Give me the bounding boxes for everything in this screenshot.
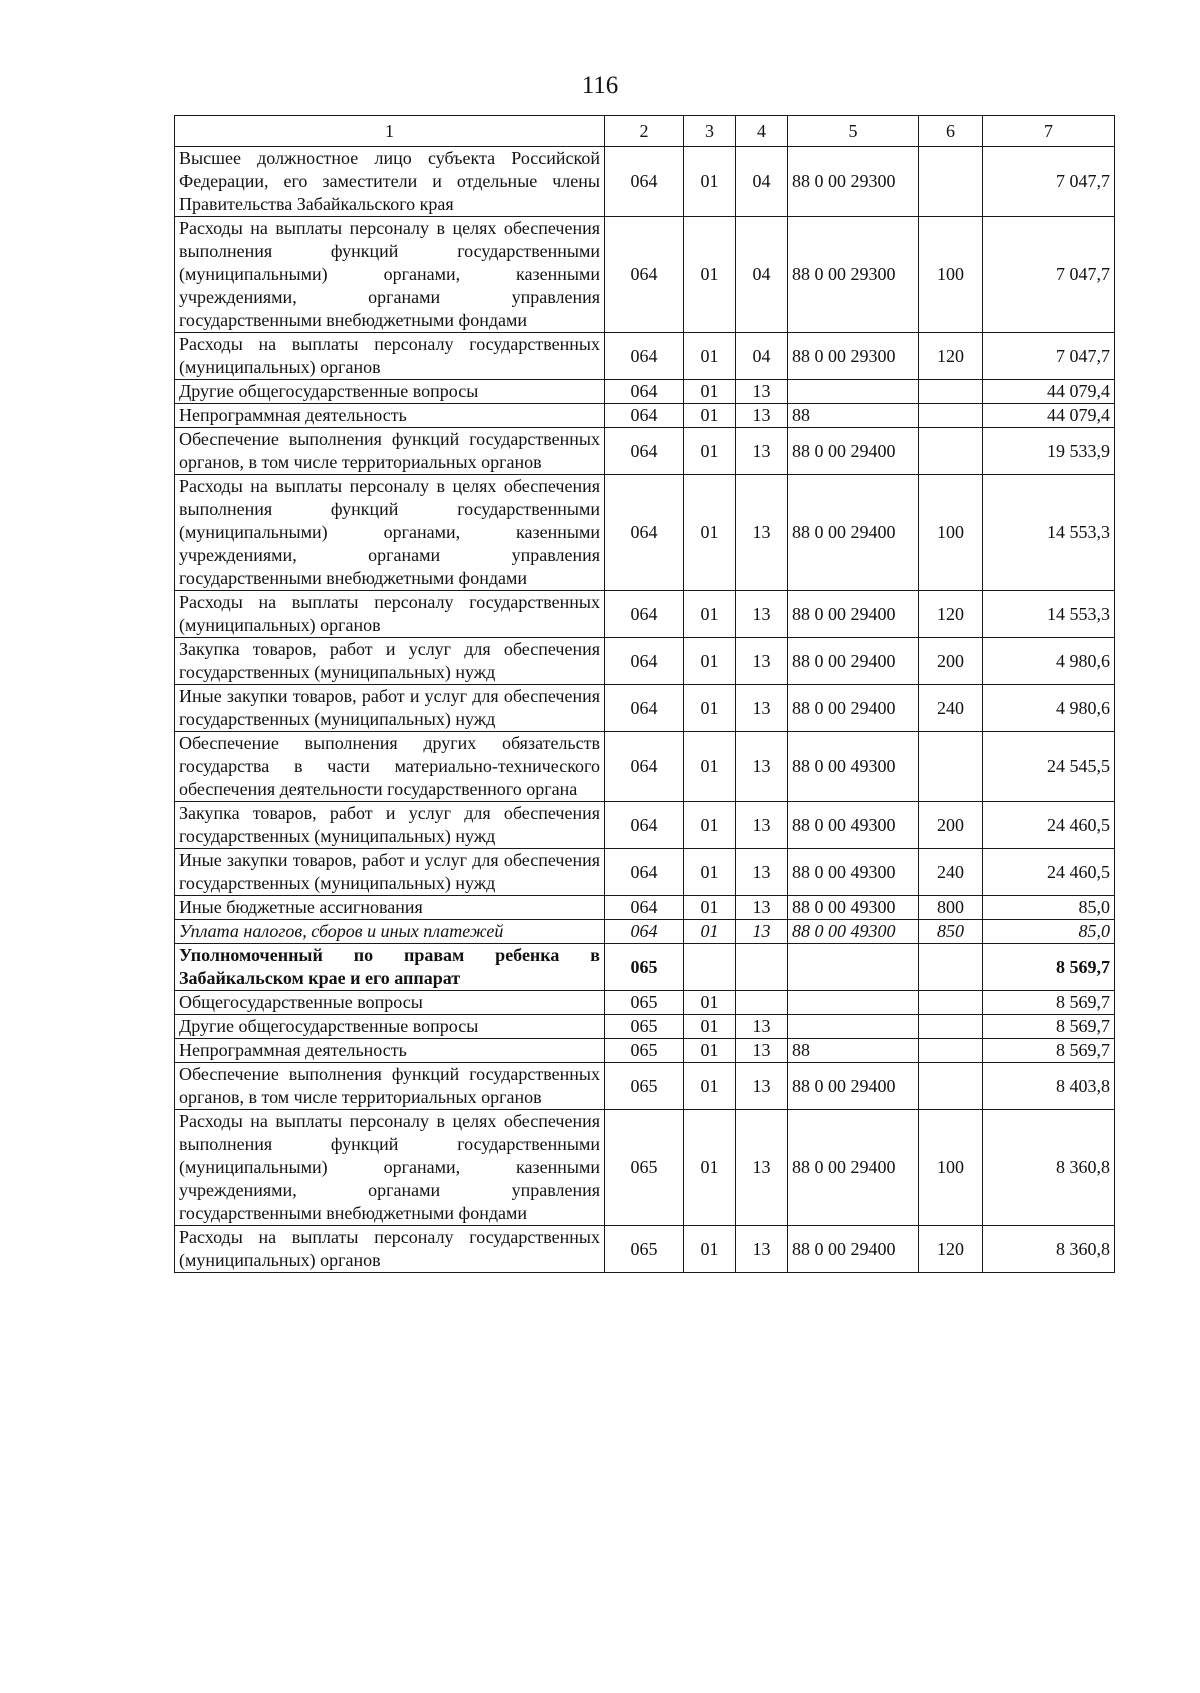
section-code-cell: 01	[684, 333, 736, 380]
table-row	[175, 849, 1115, 896]
subsection-code-cell: 13	[736, 1063, 788, 1110]
target-code-cell: 88 0 00 29400	[788, 591, 919, 638]
section-code-cell: 01	[684, 685, 736, 732]
expense-type-cell: 850	[919, 920, 983, 944]
subsection-code-cell: 13	[736, 896, 788, 920]
admin-code-cell: 065	[605, 1226, 684, 1273]
section-code-cell: 01	[684, 732, 736, 802]
row-name-cell: Другие общегосударственные вопросы	[175, 1015, 605, 1039]
admin-code-cell: 064	[605, 333, 684, 380]
table-row	[175, 685, 1115, 732]
row-name-cell: Закупка товаров, работ и услуг для обеспечения государственных (муниципальных) нужд	[175, 638, 605, 685]
table-row	[175, 802, 1115, 849]
section-code-cell: 01	[684, 920, 736, 944]
admin-code-cell: 064	[605, 802, 684, 849]
target-code-cell	[788, 1015, 919, 1039]
expense-type-cell	[919, 380, 983, 404]
target-code-cell: 88	[788, 404, 919, 428]
section-code-cell: 01	[684, 1015, 736, 1039]
amount-cell: 19 533,9	[983, 428, 1115, 475]
section-code-cell: 01	[684, 147, 736, 217]
page-number: 116	[581, 72, 619, 99]
row-name-cell: Уплата налогов, сборов и иных платежей	[175, 920, 605, 944]
row-name-cell: Общегосударственные вопросы	[175, 991, 605, 1015]
expense-type-cell: 240	[919, 685, 983, 732]
admin-code-cell: 065	[605, 1063, 684, 1110]
column-header: 3	[684, 116, 736, 147]
target-code-cell: 88 0 00 29300	[788, 333, 919, 380]
amount-cell: 44 079,4	[983, 380, 1115, 404]
amount-cell: 14 553,3	[983, 591, 1115, 638]
subsection-code-cell: 13	[736, 920, 788, 944]
expense-type-cell: 100	[919, 217, 983, 333]
expense-type-cell: 200	[919, 802, 983, 849]
table-row	[175, 638, 1115, 685]
table-row	[175, 1110, 1115, 1226]
expense-type-cell	[919, 147, 983, 217]
column-header: 2	[605, 116, 684, 147]
subsection-code-cell: 13	[736, 1015, 788, 1039]
subsection-code-cell: 13	[736, 1039, 788, 1063]
admin-code-cell: 064	[605, 849, 684, 896]
table-row	[175, 991, 1115, 1015]
expense-type-cell: 800	[919, 896, 983, 920]
section-code-cell: 01	[684, 1226, 736, 1273]
target-code-cell: 88 0 00 29400	[788, 1226, 919, 1273]
admin-code-cell: 065	[605, 1039, 684, 1063]
table-row	[175, 896, 1115, 920]
column-header: 4	[736, 116, 788, 147]
section-code-cell: 01	[684, 1063, 736, 1110]
table-row	[175, 920, 1115, 944]
table-row	[175, 217, 1115, 333]
target-code-cell	[788, 991, 919, 1015]
table-row	[175, 732, 1115, 802]
expense-type-cell	[919, 1039, 983, 1063]
subsection-code-cell	[736, 991, 788, 1015]
table-row	[175, 475, 1115, 591]
row-name-cell: Непрограммная деятельность	[175, 404, 605, 428]
row-name-cell: Иные закупки товаров, работ и услуг для обеспечения государственных (муниципальных) нужд	[175, 849, 605, 896]
table-row	[175, 1015, 1115, 1039]
expense-type-cell: 240	[919, 849, 983, 896]
admin-code-cell: 064	[605, 920, 684, 944]
amount-cell: 8 569,7	[983, 944, 1115, 991]
section-code-cell: 01	[684, 1110, 736, 1226]
section-code-cell: 01	[684, 380, 736, 404]
admin-code-cell: 064	[605, 591, 684, 638]
row-name-cell: Иные закупки товаров, работ и услуг для обеспечения государственных (муниципальных) нужд	[175, 685, 605, 732]
section-code-cell: 01	[684, 849, 736, 896]
column-header: 7	[983, 116, 1115, 147]
admin-code-cell: 064	[605, 732, 684, 802]
table-row	[175, 428, 1115, 475]
expense-type-cell: 100	[919, 1110, 983, 1226]
amount-cell: 44 079,4	[983, 404, 1115, 428]
column-header: 5	[788, 116, 919, 147]
expense-type-cell	[919, 404, 983, 428]
table-row	[175, 1039, 1115, 1063]
admin-code-cell: 064	[605, 428, 684, 475]
subsection-code-cell: 13	[736, 638, 788, 685]
admin-code-cell: 064	[605, 404, 684, 428]
admin-code-cell: 064	[605, 147, 684, 217]
expense-type-cell	[919, 991, 983, 1015]
expense-type-cell	[919, 1015, 983, 1039]
subsection-code-cell: 13	[736, 591, 788, 638]
amount-cell: 8 569,7	[983, 991, 1115, 1015]
subsection-code-cell: 13	[736, 404, 788, 428]
amount-cell: 85,0	[983, 920, 1115, 944]
row-name-cell: Обеспечение выполнения функций государственных органов, в том числе территориальных органов	[175, 428, 605, 475]
table-row	[175, 147, 1115, 217]
subsection-code-cell: 04	[736, 147, 788, 217]
row-name-cell: Обеспечение выполнения других обязательств государства в части материально-технического обеспечения деятельности государственного органа	[175, 732, 605, 802]
admin-code-cell: 064	[605, 380, 684, 404]
amount-cell: 24 460,5	[983, 849, 1115, 896]
target-code-cell: 88 0 00 49300	[788, 802, 919, 849]
amount-cell: 7 047,7	[983, 217, 1115, 333]
row-name-cell: Расходы на выплаты персоналу в целях обеспечения выполнения функций государственными (муниципальными) органами, казенными учреждениями, органами управления государственными внебюджетными фондами	[175, 217, 605, 333]
amount-cell: 7 047,7	[983, 147, 1115, 217]
expense-type-cell: 120	[919, 333, 983, 380]
table-row	[175, 1063, 1115, 1110]
budget-table	[174, 115, 1115, 1273]
target-code-cell: 88 0 00 29400	[788, 428, 919, 475]
expense-type-cell	[919, 732, 983, 802]
row-name-cell: Другие общегосударственные вопросы	[175, 380, 605, 404]
amount-cell: 14 553,3	[983, 475, 1115, 591]
subsection-code-cell: 13	[736, 685, 788, 732]
amount-cell: 8 360,8	[983, 1226, 1115, 1273]
admin-code-cell: 065	[605, 944, 684, 991]
admin-code-cell: 065	[605, 1015, 684, 1039]
table-row	[175, 944, 1115, 991]
row-name-cell: Уполномоченный по правам ребенка в Забайкальском крае и его аппарат	[175, 944, 605, 991]
subsection-code-cell: 13	[736, 1110, 788, 1226]
expense-type-cell: 200	[919, 638, 983, 685]
admin-code-cell: 065	[605, 991, 684, 1015]
expense-type-cell	[919, 1063, 983, 1110]
admin-code-cell: 064	[605, 685, 684, 732]
section-code-cell: 01	[684, 428, 736, 475]
subsection-code-cell: 13	[736, 849, 788, 896]
subsection-code-cell: 13	[736, 475, 788, 591]
section-code-cell: 01	[684, 1039, 736, 1063]
amount-cell: 85,0	[983, 896, 1115, 920]
target-code-cell: 88	[788, 1039, 919, 1063]
target-code-cell: 88 0 00 49300	[788, 896, 919, 920]
amount-cell: 24 460,5	[983, 802, 1115, 849]
row-name-cell: Высшее должностное лицо субъекта Российской Федерации, его заместители и отдельные члены Правительства Забайкальского края	[175, 147, 605, 217]
expense-type-cell	[919, 428, 983, 475]
row-name-cell: Расходы на выплаты персоналу в целях обеспечения выполнения функций государственными (муниципальными) органами, казенными учреждениями, органами управления государственными внебюджетными фондами	[175, 1110, 605, 1226]
row-name-cell: Расходы на выплаты персоналу государственных (муниципальных) органов	[175, 333, 605, 380]
amount-cell: 8 569,7	[983, 1039, 1115, 1063]
subsection-code-cell: 13	[736, 732, 788, 802]
section-code-cell	[684, 944, 736, 991]
admin-code-cell: 065	[605, 1110, 684, 1226]
amount-cell: 8 360,8	[983, 1110, 1115, 1226]
section-code-cell: 01	[684, 217, 736, 333]
admin-code-cell: 064	[605, 217, 684, 333]
section-code-cell: 01	[684, 638, 736, 685]
section-code-cell: 01	[684, 991, 736, 1015]
row-name-cell: Обеспечение выполнения функций государственных органов, в том числе территориальных органов	[175, 1063, 605, 1110]
admin-code-cell: 064	[605, 475, 684, 591]
row-name-cell: Закупка товаров, работ и услуг для обеспечения государственных (муниципальных) нужд	[175, 802, 605, 849]
target-code-cell: 88 0 00 29300	[788, 147, 919, 217]
table-row	[175, 591, 1115, 638]
target-code-cell: 88 0 00 29400	[788, 685, 919, 732]
section-code-cell: 01	[684, 802, 736, 849]
subsection-code-cell: 04	[736, 217, 788, 333]
section-code-cell: 01	[684, 475, 736, 591]
target-code-cell: 88 0 00 49300	[788, 920, 919, 944]
target-code-cell: 88 0 00 29400	[788, 1063, 919, 1110]
amount-cell: 7 047,7	[983, 333, 1115, 380]
expense-type-cell: 120	[919, 591, 983, 638]
subsection-code-cell: 13	[736, 802, 788, 849]
amount-cell: 4 980,6	[983, 685, 1115, 732]
row-name-cell: Непрограммная деятельность	[175, 1039, 605, 1063]
table-row	[175, 404, 1115, 428]
subsection-code-cell: 04	[736, 333, 788, 380]
target-code-cell	[788, 380, 919, 404]
amount-cell: 8 403,8	[983, 1063, 1115, 1110]
amount-cell: 4 980,6	[983, 638, 1115, 685]
section-code-cell: 01	[684, 896, 736, 920]
subsection-code-cell: 13	[736, 380, 788, 404]
expense-type-cell	[919, 944, 983, 991]
target-code-cell: 88 0 00 49300	[788, 849, 919, 896]
expense-type-cell: 120	[919, 1226, 983, 1273]
target-code-cell: 88 0 00 29400	[788, 638, 919, 685]
target-code-cell: 88 0 00 29300	[788, 217, 919, 333]
column-header: 6	[919, 116, 983, 147]
target-code-cell: 88 0 00 29400	[788, 475, 919, 591]
subsection-code-cell: 13	[736, 428, 788, 475]
column-header: 1	[175, 116, 605, 147]
section-code-cell: 01	[684, 591, 736, 638]
amount-cell: 24 545,5	[983, 732, 1115, 802]
table-row	[175, 333, 1115, 380]
target-code-cell	[788, 944, 919, 991]
target-code-cell: 88 0 00 29400	[788, 1110, 919, 1226]
target-code-cell: 88 0 00 49300	[788, 732, 919, 802]
subsection-code-cell: 13	[736, 1226, 788, 1273]
amount-cell: 8 569,7	[983, 1015, 1115, 1039]
row-name-cell: Расходы на выплаты персоналу государственных (муниципальных) органов	[175, 1226, 605, 1273]
row-name-cell: Иные бюджетные ассигнования	[175, 896, 605, 920]
row-name-cell: Расходы на выплаты персоналу в целях обеспечения выполнения функций государственными (муниципальными) органами, казенными учреждениями, органами управления государственными внебюджетными фондами	[175, 475, 605, 591]
row-name-cell: Расходы на выплаты персоналу государственных (муниципальных) органов	[175, 591, 605, 638]
subsection-code-cell	[736, 944, 788, 991]
expense-type-cell: 100	[919, 475, 983, 591]
admin-code-cell: 064	[605, 638, 684, 685]
column-header-row	[175, 116, 1115, 147]
table-row	[175, 1226, 1115, 1273]
section-code-cell: 01	[684, 404, 736, 428]
table-row	[175, 380, 1115, 404]
admin-code-cell: 064	[605, 896, 684, 920]
